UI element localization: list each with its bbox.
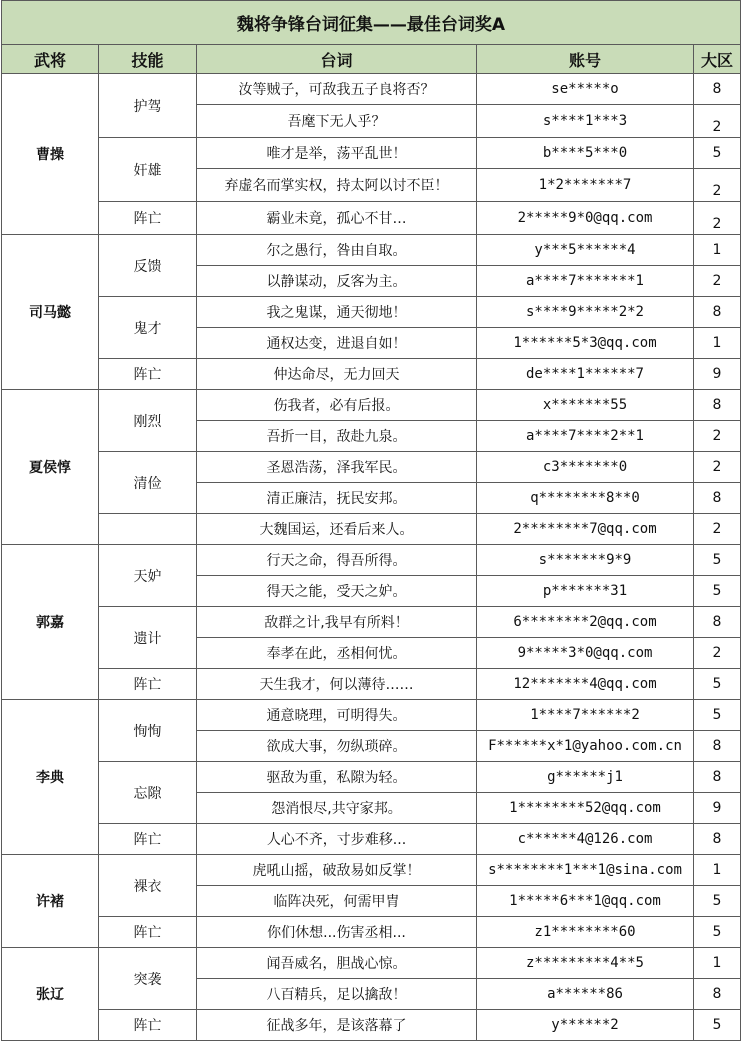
quote-text: 我之鬼谋，通天彻地！: [197, 297, 477, 328]
region-number: 5: [694, 700, 741, 731]
account-id: p*******31: [477, 576, 694, 607]
account-id: 1*2*******7: [477, 169, 694, 202]
table-row: [2, 297, 741, 328]
account-id: z*********4**5: [477, 948, 694, 979]
skill-name: 阵亡: [99, 202, 197, 235]
account-id: 1*****6***1@qq.com: [477, 886, 694, 917]
header-line: 台词: [197, 45, 477, 74]
account-id: q********8**0: [477, 483, 694, 514]
region-number: 2: [694, 421, 741, 452]
region-number: 5: [694, 886, 741, 917]
region-number: 9: [694, 359, 741, 390]
quote-text: 清正廉洁，抚民安邦。: [197, 483, 477, 514]
skill-name: 遗计: [99, 607, 197, 669]
region-number: 1: [694, 328, 741, 359]
quote-text: 闻吾威名，胆战心惊。: [197, 948, 477, 979]
account-id: s****1***3: [477, 105, 694, 138]
account-id: s****9*****2*2: [477, 297, 694, 328]
account-id: se*****o: [477, 74, 694, 105]
quote-text: 临阵决死，何需甲胄: [197, 886, 477, 917]
region-number: 5: [694, 669, 741, 700]
skill-name: 阵亡: [99, 359, 197, 390]
quote-text: 行天之命，得吾所得。: [197, 545, 477, 576]
region-number: 8: [694, 607, 741, 638]
table-row: [2, 948, 741, 979]
account-id: g******j1: [477, 762, 694, 793]
region-number: 2: [694, 514, 741, 545]
table-row: [2, 138, 741, 169]
skill-name: 反馈: [99, 235, 197, 297]
quote-text: 驱敌为重，私隙为轻。: [197, 762, 477, 793]
region-number: 5: [694, 1010, 741, 1041]
region-number: 8: [694, 731, 741, 762]
skill-name: 恂恂: [99, 700, 197, 762]
quote-text: 八百精兵，足以擒敌！: [197, 979, 477, 1010]
header-region: 大区: [694, 45, 741, 74]
skill-name: 阵亡: [99, 824, 197, 855]
table-row: [2, 74, 741, 105]
table-row: [2, 855, 741, 886]
quote-text: 你们休想...伤害丞相...: [197, 917, 477, 948]
quote-text: 通权达变，进退自如！: [197, 328, 477, 359]
account-id: 1****7******2: [477, 700, 694, 731]
quote-text: 唯才是举，荡平乱世！: [197, 138, 477, 169]
general-name: 张辽: [2, 948, 99, 1041]
skill-name: [99, 514, 197, 545]
general-name: 许褚: [2, 855, 99, 948]
general-name: 曹操: [2, 74, 99, 235]
region-number: 8: [694, 297, 741, 328]
quote-text: 汝等贼子，可敌我五子良将否？: [197, 74, 477, 105]
quote-text: 通意晓理，可明得失。: [197, 700, 477, 731]
table-row: [2, 359, 741, 390]
region-number: 2: [694, 638, 741, 669]
account-id: c3*******0: [477, 452, 694, 483]
quote-text: 天生我才，何以薄待……: [197, 669, 477, 700]
table-row: [2, 545, 741, 576]
quote-text: 弃虚名而掌实权，持太阿以讨不臣！: [197, 169, 477, 202]
quote-text: 征战多年，是该落幕了: [197, 1010, 477, 1041]
skill-name: 阵亡: [99, 669, 197, 700]
region-number: 1: [694, 948, 741, 979]
quote-text: 圣恩浩荡，泽我军民。: [197, 452, 477, 483]
region-number: 1: [694, 855, 741, 886]
account-id: y***5******4: [477, 235, 694, 266]
account-id: de****1******7: [477, 359, 694, 390]
table-row: [2, 824, 741, 855]
region-number: 5: [694, 545, 741, 576]
header-general: 武将: [2, 45, 99, 74]
account-id: b****5***0: [477, 138, 694, 169]
quote-text: 怨消恨尽,共守家邦。: [197, 793, 477, 824]
quote-text: 以静谋动，反客为主。: [197, 266, 477, 297]
quote-text: 欲成大事，勿纵琐碎。: [197, 731, 477, 762]
table-row: [2, 452, 741, 483]
general-name: 李典: [2, 700, 99, 855]
account-id: 6********2@qq.com: [477, 607, 694, 638]
table-row: [2, 607, 741, 638]
table-row: [2, 390, 741, 421]
quote-text: 伤我者，必有后报。: [197, 390, 477, 421]
account-id: 2*****9*0@qq.com: [477, 202, 694, 235]
account-id: 2********7@qq.com: [477, 514, 694, 545]
region-number: 8: [694, 74, 741, 105]
account-id: 12*******4@qq.com: [477, 669, 694, 700]
quote-text: 敌群之计,我早有所料！: [197, 607, 477, 638]
skill-name: 天妒: [99, 545, 197, 607]
table-body: [2, 74, 741, 1041]
general-name: 郭嘉: [2, 545, 99, 700]
skill-name: 鬼才: [99, 297, 197, 359]
header-skill: 技能: [99, 45, 197, 74]
skill-name: 奸雄: [99, 138, 197, 202]
account-id: s*******9*9: [477, 545, 694, 576]
region-number: 1: [694, 235, 741, 266]
quote-table: [1, 0, 741, 1041]
quote-text: 得天之能，受天之妒。: [197, 576, 477, 607]
skill-name: 阵亡: [99, 917, 197, 948]
table-row: [2, 762, 741, 793]
region-number: 8: [694, 390, 741, 421]
skill-name: 刚烈: [99, 390, 197, 452]
table-row: [2, 235, 741, 266]
table-row: [2, 514, 741, 545]
quote-text: 吾麾下无人乎？: [197, 105, 477, 138]
account-id: y******2: [477, 1010, 694, 1041]
quote-text: 尔之愚行，咎由自取。: [197, 235, 477, 266]
account-id: a******86: [477, 979, 694, 1010]
table-title: 魏将争锋台词征集——最佳台词奖A: [2, 1, 741, 45]
table-row: [2, 202, 741, 235]
region-number: 8: [694, 762, 741, 793]
quote-text: 大魏国运，还看后来人。: [197, 514, 477, 545]
quote-text: 吾折一目，敌赴九泉。: [197, 421, 477, 452]
table-row: [2, 917, 741, 948]
table-row: [2, 669, 741, 700]
account-id: c******4@126.com: [477, 824, 694, 855]
region-number: 2: [694, 105, 741, 138]
quote-text: 奉孝在此，丞相何忧。: [197, 638, 477, 669]
account-id: x*******55: [477, 390, 694, 421]
skill-name: 阵亡: [99, 1010, 197, 1041]
region-number: 5: [694, 917, 741, 948]
quote-text: 霸业未竟，孤心不甘…: [197, 202, 477, 235]
account-id: z1********60: [477, 917, 694, 948]
skill-name: 清俭: [99, 452, 197, 514]
table-row: [2, 1010, 741, 1041]
region-number: 2: [694, 266, 741, 297]
table-row: [2, 700, 741, 731]
quote-text: 虎吼山摇，破敌易如反掌！: [197, 855, 477, 886]
region-number: 2: [694, 202, 741, 235]
skill-name: 忘隙: [99, 762, 197, 824]
region-number: 8: [694, 824, 741, 855]
header-account: 账号: [477, 45, 694, 74]
skill-name: 裸衣: [99, 855, 197, 917]
account-id: 1********52@qq.com: [477, 793, 694, 824]
account-id: 1******5*3@qq.com: [477, 328, 694, 359]
account-id: s********1***1@sina.com: [477, 855, 694, 886]
region-number: 8: [694, 979, 741, 1010]
region-number: 5: [694, 576, 741, 607]
region-number: 2: [694, 452, 741, 483]
account-id: a****7****2**1: [477, 421, 694, 452]
account-id: a****7*******1: [477, 266, 694, 297]
quote-text: 人心不齐，寸步难移...: [197, 824, 477, 855]
region-number: 9: [694, 793, 741, 824]
region-number: 5: [694, 138, 741, 169]
general-name: 司马懿: [2, 235, 99, 390]
account-id: F******x*1@yahoo.com.cn: [477, 731, 694, 762]
skill-name: 突袭: [99, 948, 197, 1010]
quote-text: 仲达命尽，无力回天: [197, 359, 477, 390]
region-number: 2: [694, 169, 741, 202]
account-id: 9*****3*0@qq.com: [477, 638, 694, 669]
skill-name: 护驾: [99, 74, 197, 138]
region-number: 8: [694, 483, 741, 514]
general-name: 夏侯惇: [2, 390, 99, 545]
